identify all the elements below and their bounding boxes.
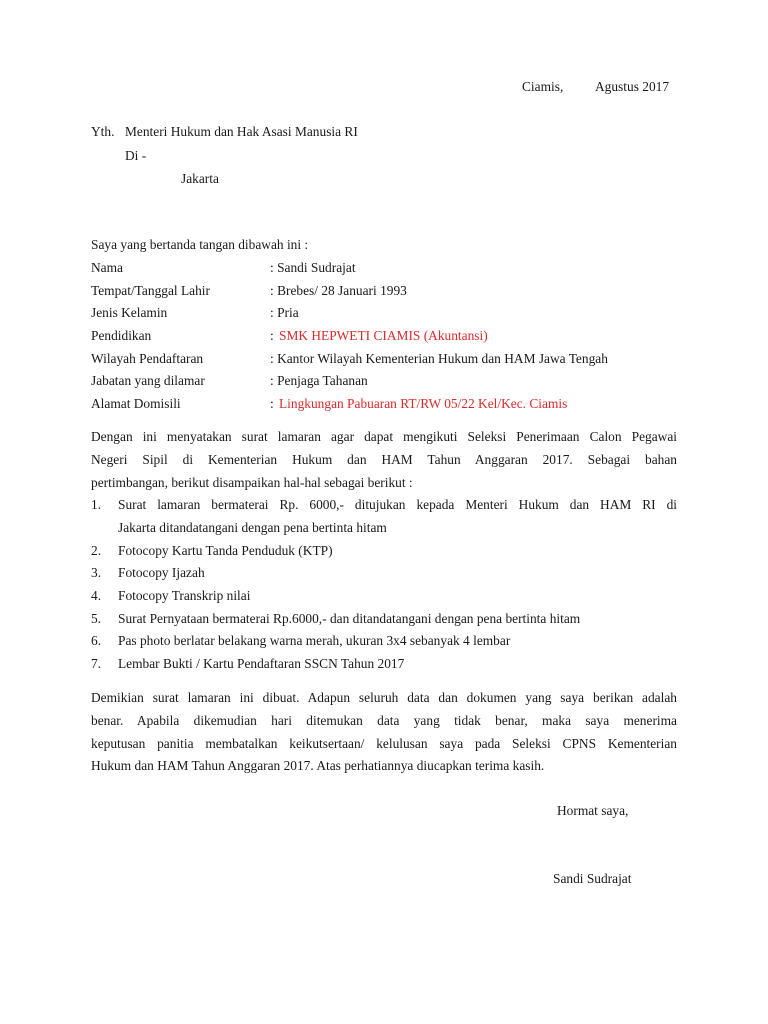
paragraph-line: Dengan ini menyatakan surat lamaran agar dapat mengikuti Seleksi Penerimaan Calon Pegawai (91, 429, 677, 444)
field-label: Pendidikan (91, 328, 152, 343)
field-value: : Kantor Wilayah Kementerian Hukum dan HAM Jawa Tengah (270, 351, 608, 366)
field-colon: : (270, 396, 274, 411)
list-item: Fotocopy Transkrip nilai (118, 588, 251, 603)
list-item-continuation: Jakarta ditandatangani dengan pena bertinta hitam (118, 520, 387, 535)
paragraph-line: pertimbangan, berikut disampaikan hal-hal sebagai berikut : (91, 475, 413, 490)
field-value-education: SMK HEPWETI CIAMIS (Akuntansi) (279, 328, 488, 343)
list-number: 1. (91, 497, 102, 512)
paragraph-line: Demikian surat lamaran ini dibuat. Adapun seluruh data dan dokumen yang saya berikan adalah (91, 690, 677, 705)
list-number: 2. (91, 543, 102, 558)
field-label: Tempat/Tanggal Lahir (91, 283, 210, 298)
field-value: : Sandi Sudrajat (270, 260, 356, 275)
intro-text: Saya yang bertanda tangan dibawah ini : (91, 237, 309, 252)
list-item: Surat Pernyataan bermaterai Rp.6000,- dan ditandatangani dengan pena bertinta hitam (118, 611, 581, 626)
field-label: Alamat Domisili (91, 396, 181, 411)
field-label: Nama (91, 260, 123, 275)
field-value: : Penjaga Tahanan (270, 373, 368, 388)
paragraph-line: Negeri Sipil di Kementerian Hukum dan HAM Tahun Anggaran 2017. Sebagai bahan (91, 452, 677, 467)
field-value: : Brebes/ 28 Januari 1993 (270, 283, 407, 298)
recipient-city: Jakarta (181, 171, 219, 186)
recipient-addressee: Menteri Hukum dan Hak Asasi Manusia RI (125, 124, 358, 139)
field-value: : Pria (270, 305, 299, 320)
list-item: Fotocopy Kartu Tanda Penduduk (KTP) (118, 543, 333, 558)
field-colon: : (270, 328, 274, 343)
paragraph-line: benar. Apabila dikemudian hari ditemukan data yang tidak benar, maka saya menerima (91, 713, 677, 728)
list-number: 5. (91, 611, 102, 626)
list-item: Surat lamaran bermaterai Rp. 6000,- ditujukan kepada Menteri Hukum dan HAM RI di (118, 497, 677, 512)
letter-place: Ciamis, (522, 79, 564, 94)
field-value-address: Lingkungan Pabuaran RT/RW 05/22 Kel/Kec. Ciamis (279, 396, 568, 411)
field-label: Jabatan yang dilamar (91, 373, 205, 388)
list-number: 4. (91, 588, 102, 603)
list-item: Fotocopy Ijazah (118, 565, 205, 580)
list-number: 6. (91, 633, 102, 648)
field-label: Jenis Kelamin (91, 305, 168, 320)
yth-label: Yth. (91, 124, 115, 139)
field-label: Wilayah Pendaftaran (91, 351, 204, 366)
list-item: Pas photo berlatar belakang warna merah, ukuran 3x4 sebanyak 4 lembar (118, 633, 511, 648)
signature-greeting: Hormat saya, (557, 803, 629, 818)
list-number: 7. (91, 656, 102, 671)
signature-name: Sandi Sudrajat (553, 871, 632, 886)
paragraph-line: Hukum dan HAM Tahun Anggaran 2017. Atas perhatiannya diucapkan terima kasih. (91, 758, 545, 773)
list-number: 3. (91, 565, 102, 580)
list-item: Lembar Bukti / Kartu Pendaftaran SSCN Tahun 2017 (118, 656, 405, 671)
letter-date: Agustus 2017 (595, 79, 670, 94)
recipient-di: Di - (125, 148, 147, 163)
paragraph-line: keputusan panitia membatalkan keikutsertaan/ kelulusan saya pada Seleksi CPNS Kementerian (91, 736, 677, 751)
